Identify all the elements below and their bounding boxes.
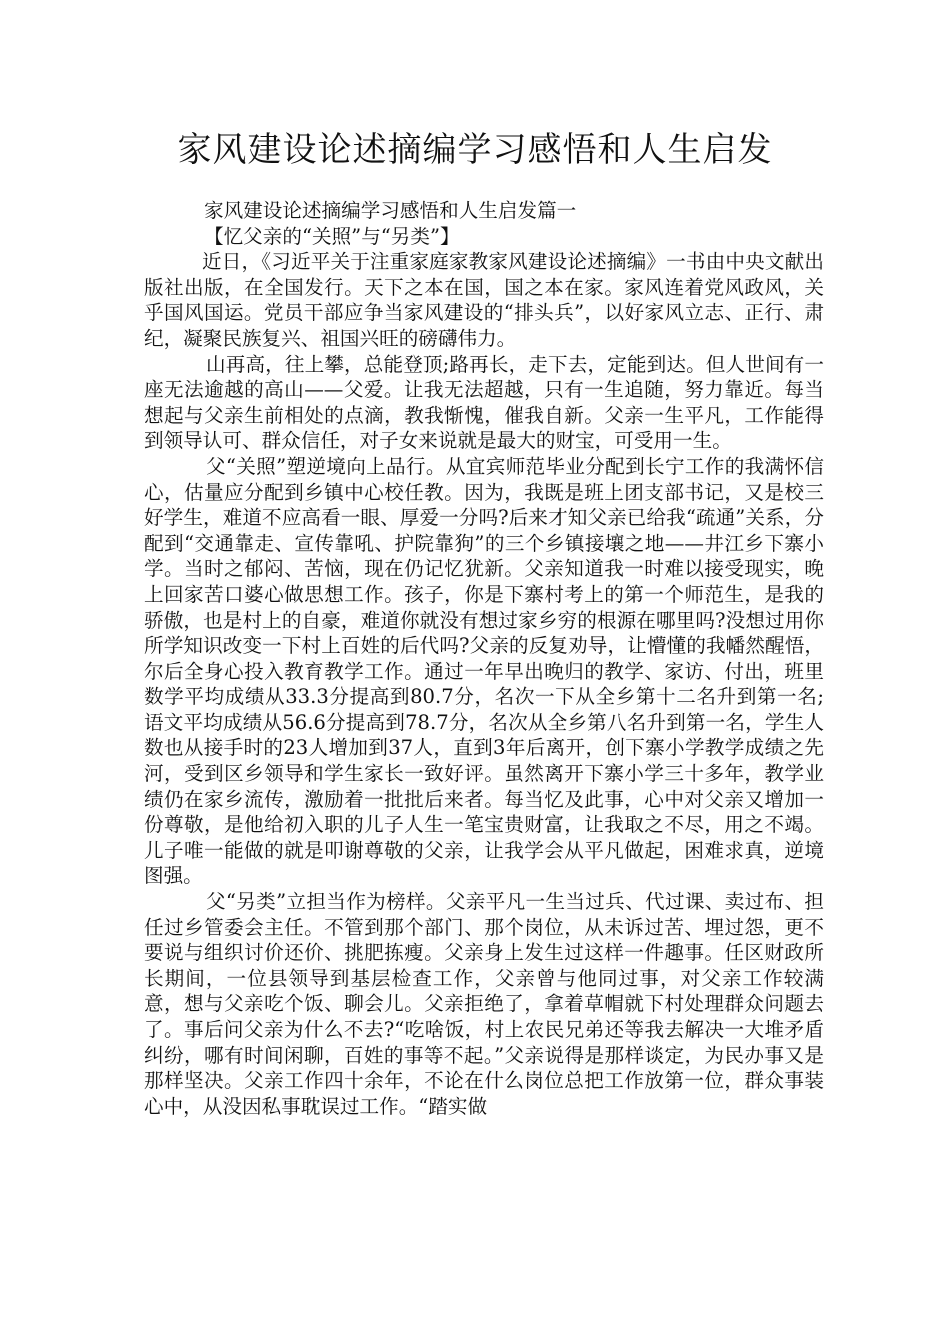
paragraph: 山再高，往上攀，总能登顶;路再长，走下去，定能到达。但人世间有一座无法逾越的高山——父爱。让我无法超越，只有一生追随，努力靠近。每当想起与父亲生前相处的点滴，教我惭愧，催我自新。父亲一生平凡，工作能得到领导认可、群众信任，对子女来说就是最大的财宝，可受用一生。 xyxy=(144,352,824,453)
article-subtitle: 家风建设论述摘编学习感悟和人生启发篇一 xyxy=(204,199,577,222)
paragraph: 父“另类”立担当作为榜样。父亲平凡一生当过兵、代过课、卖过布、担任过乡管委会主任。不管到那个部门、那个岗位，从未诉过苦、埋过怨，更不要说与组织讨价还价、挑肥拣瘦。父亲身上发生过这样一件趣事。任区财政所长期间，一位县领导到基层检查工作，父亲曾与他同过事，对父亲工作较满意，想与父亲吃个饭、聊会儿。父亲拒绝了，拿着草帽就下村处理群众问题去了。事后问父亲为什么不去?“吃啥饭，村上农民兄弟还等我去解决一大堆矛盾纠纷，哪有时间闲聊，百姓的事等不起。”父亲说得是那样谈定，为民办事又是那样坚决。父亲工作四十余年，不论在什么岗位总把工作放第一位，群众事装心中，从没因私事耽误过工作。“踏实做 xyxy=(144,890,824,1118)
document-body xyxy=(144,198,824,1119)
paragraph: 近日，《习近平关于注重家庭家教家风建设论述摘编》一书由中央文献出版社出版，在全国发行。天下之本在国，国之本在家。家风连着党风政风，关乎国风国运。党员干部应争当家风建设的“排头兵”，以好家风立志、正行、肃纪，凝聚民族复兴、祖国兴旺的磅礴伟力。 xyxy=(144,250,824,350)
paragraph: 父“关照”塑逆境向上品行。从宜宾师范毕业分配到长宁工作的我满怀信心，估量应分配到乡镇中心校任教。因为，我既是班上团支部书记，又是校三好学生，难道不应高看一眼、厚爱一分吗?后来才知父亲已给我“疏通”关系，分配到“交通靠走、宣传靠吼、护院靠狗”的三个乡镇接壤之地——井江乡下寨小学。当时之郁闷、苦恼，现在仍记忆犹新。父亲知道我一时难以接受现实，晚上回家苦口婆心做思想工作。孩子，你是下寨村考上的第一个师范生，是我的骄傲，也是村上的自豪，难道你就没有想过家乡穷的根源在哪里吗?没想过用你所学知识改变一下村上百姓的后代吗?父亲的反复劝导，让懵懂的我幡然醒悟，尔后全身心投入教育教学工作。通过一年早出晚归的教学、家访、付出，班里数学平均成绩从33.3分提高到80.7分，名次一下从全乡第十二名升到第一名;语文平均成绩从56.6分提高到78.7分，名次从全乡第八名升到第一名，学生人数也从接手时的23人增加到37人，直到3年后离开，创下寨小学教学成绩之先河，受到区乡领导和学生家长一致好评。虽然离开下寨小学三十多年，教学业绩仍在家乡流传，激励着一批批后来者。每当忆及此事，心中对父亲又增加一份尊敬，是他给初入职的儿子人生一笔宝贵财富，让我取之不尽，用之不竭。儿子唯一能做的就是叩谢尊敬的父亲，让我学会从平凡做起，困难求真，逆境图强。 xyxy=(144,454,824,888)
section-heading: 【忆父亲的“关照”与“另类”】 xyxy=(204,224,460,248)
document-title: 家风建设论述摘编学习感悟和人生启发 xyxy=(177,130,773,170)
